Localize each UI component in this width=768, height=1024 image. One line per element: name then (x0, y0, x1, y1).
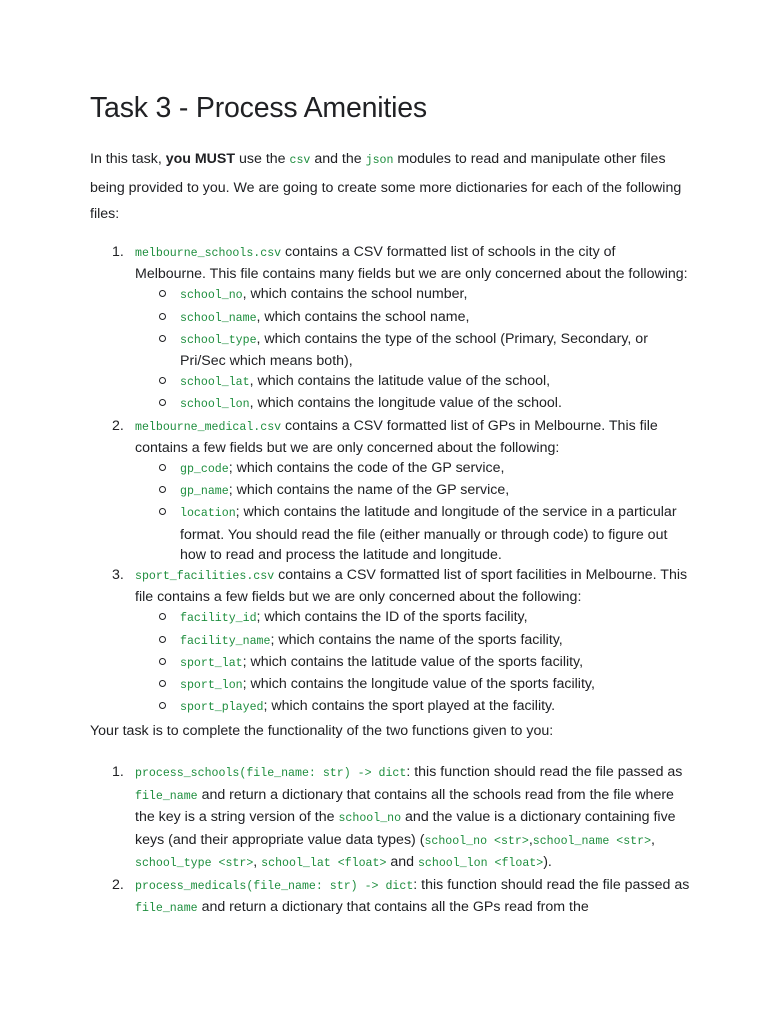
field-code: gp_code (180, 463, 229, 477)
list-number: 1. (112, 244, 124, 260)
field-item (135, 607, 690, 629)
item-text: contains a CSV formatted list of schools in the city of Melbourne. This file contains many fields but we are only concerned about the following: (135, 244, 688, 283)
field-code: school_lat (180, 376, 250, 390)
list-item (90, 875, 690, 920)
item-text: and (386, 854, 418, 870)
item-text: , (528, 831, 533, 848)
field-code: gp_name (180, 485, 229, 499)
field-text: ; which contains the ID of the sports facility, (256, 609, 528, 626)
field-text: , which contains the school name, (256, 308, 470, 325)
files-list (90, 242, 690, 718)
field-item (135, 630, 690, 652)
field-code: school_lon (180, 398, 250, 412)
item-text: and return a dictionary that contains all the schools read from the file where the key is a string version of the (135, 786, 674, 825)
hollow-bullet-icon (159, 702, 166, 709)
hollow-bullet-icon (159, 508, 166, 515)
task-intro-paragraph: Your task is to complete the functionality of the two functions given to you: (90, 723, 554, 739)
field-code: sport_lat (180, 656, 243, 670)
field-item (135, 284, 690, 306)
intro-paragraph (90, 146, 690, 228)
item-text: , (253, 854, 262, 870)
field-item (135, 674, 690, 696)
field-code: facility_id (180, 612, 257, 626)
list-number: 2. (112, 417, 124, 434)
field-text: ; which contains the sport played at the facility. (263, 698, 556, 715)
field-list (135, 284, 690, 415)
field-text: , which contains the school number, (242, 286, 468, 303)
field-code: facility_name (180, 634, 271, 648)
field-text: ; which contains the code of the GP service, (228, 460, 505, 477)
hollow-bullet-icon (159, 464, 166, 471)
field-text: ; which contains the name of the GP service, (228, 482, 510, 499)
field-text: ; which contains the latitude value of the sports facility, (242, 653, 584, 670)
field-code: sport_lon (180, 679, 243, 693)
item-text: and the value is a dictionary containing five keys (and their appropriate value data types) ( (135, 809, 676, 848)
list-number: 3. (112, 567, 124, 584)
field-item (135, 329, 690, 371)
field-code: school_type (180, 333, 257, 347)
list-item (90, 416, 690, 565)
field-item (135, 307, 690, 329)
field-code: school_name (180, 311, 257, 325)
field-item (135, 696, 690, 718)
field-list (135, 607, 690, 718)
hollow-bullet-icon (159, 399, 166, 406)
hollow-bullet-icon (159, 486, 166, 493)
page-title: Task 3 - Process Amenities (90, 92, 427, 124)
hollow-bullet-icon (159, 613, 166, 620)
field-text: ; which contains the latitude and longitude of the service in a particular format. You should read the file (either manually or through code) to figure out how to read and process the latitude and longitude. (180, 504, 677, 563)
hollow-bullet-icon (159, 313, 166, 320)
inline-code: school_lon <float> (417, 857, 544, 870)
hollow-bullet-icon (159, 377, 166, 384)
file-name-code: sport_facilities.csv (135, 570, 275, 584)
inline-code: school_lat <float> (261, 857, 387, 870)
field-item (135, 458, 690, 480)
field-code: location (180, 507, 236, 521)
field-text: , which contains the type of the school (Primary, Secondary, or Pri/Sec which means both), (180, 330, 648, 370)
list-number: 2. (112, 876, 124, 893)
inline-code: json (365, 154, 394, 167)
intro-text: In this task, (90, 151, 166, 167)
item-text: ). (543, 854, 552, 870)
inline-code: file_name (135, 902, 198, 915)
field-code: sport_played (180, 701, 264, 715)
field-text: , which contains the longitude value of the school. (249, 395, 562, 412)
field-item (135, 652, 690, 674)
list-number: 1. (112, 764, 124, 780)
intro-text: modules to read and manipulate other files being provided to you. We are going to create some more dictionaries for each of the following files: (90, 151, 682, 223)
field-item (135, 502, 690, 565)
item-text: , (651, 831, 655, 848)
inline-code: csv (289, 154, 311, 167)
item-text: : this function should read the file passed as (413, 876, 690, 893)
intro-text: and the (310, 151, 366, 167)
field-item (135, 371, 690, 393)
inline-code: school_no (338, 812, 402, 825)
field-list (135, 458, 690, 565)
field-text: , which contains the latitude value of the school, (249, 373, 551, 390)
intro-emphasis: you MUST (165, 151, 236, 167)
hollow-bullet-icon (159, 680, 166, 687)
intro-text: use the (235, 151, 290, 167)
field-code: school_no (180, 289, 243, 303)
file-name-code: melbourne_medical.csv (135, 420, 282, 434)
field-item (135, 393, 690, 415)
field-text: ; which contains the name of the sports facility, (270, 631, 563, 648)
function-signature-code: process_medicals(file_name: str) -> dict (135, 879, 414, 893)
hollow-bullet-icon (159, 290, 166, 297)
file-name-code: melbourne_schools.csv (135, 247, 282, 260)
inline-code: school_name <str> (532, 834, 652, 848)
field-item (135, 480, 690, 502)
item-text: : this function should read the file passed as (406, 764, 683, 780)
function-signature-code: process_schools(file_name: str) -> dict (135, 767, 407, 780)
item-text: and return a dictionary that contains all the GPs read from the (197, 899, 589, 915)
item-text: contains a CSV formatted list of sport facilities in Melbourne. This file contains a few fields but we are only concerned about the following: (135, 567, 688, 606)
inline-code: school_no <str> (424, 834, 529, 848)
hollow-bullet-icon (159, 658, 166, 665)
hollow-bullet-icon (159, 636, 166, 643)
hollow-bullet-icon (159, 335, 166, 342)
inline-code: school_type <str> (135, 857, 254, 870)
list-item (90, 242, 690, 416)
item-text: contains a CSV formatted list of GPs in Melbourne. This file contains a few fields but we are only concerned about the following: (135, 417, 658, 456)
field-text: ; which contains the longitude value of the sports facility, (242, 676, 595, 693)
list-item (90, 762, 690, 875)
list-item (90, 565, 690, 718)
functions-list (90, 762, 690, 920)
inline-code: file_name (135, 789, 198, 803)
